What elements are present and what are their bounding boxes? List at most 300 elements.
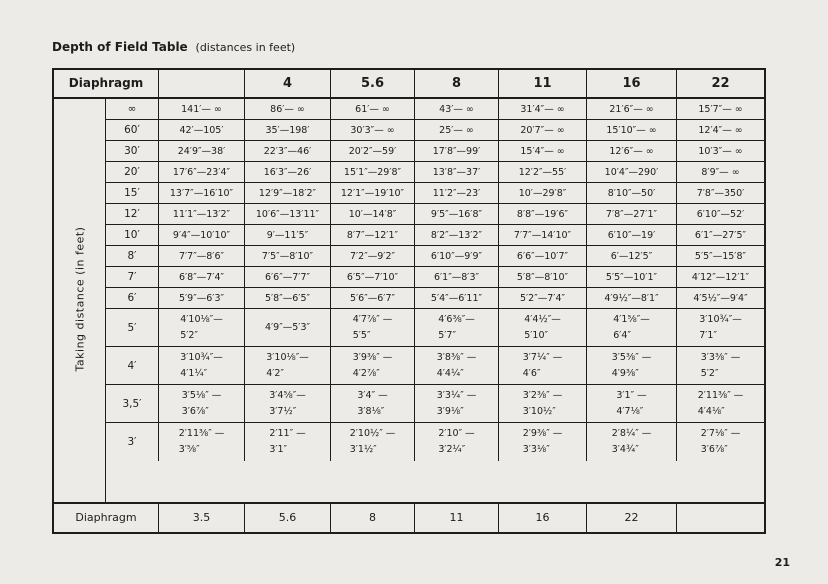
range-cell bbox=[676, 225, 764, 245]
distance-cell: ∞ bbox=[127, 103, 137, 115]
range-far: 4′2″ bbox=[266, 367, 285, 379]
range-cell bbox=[676, 204, 764, 224]
range-text: 20′2″—59′ bbox=[348, 145, 397, 157]
range-cell-lines bbox=[437, 350, 477, 382]
range-cell bbox=[330, 99, 414, 119]
range-text: 24′9″—38′ bbox=[177, 145, 226, 157]
range-text: 15′1″—29′8″ bbox=[343, 166, 402, 178]
table-row bbox=[106, 183, 764, 204]
range-near: 3′10¾″— bbox=[699, 313, 742, 325]
range-text: 15′10″— ∞ bbox=[606, 124, 657, 136]
range-near: 3′10¾″— bbox=[180, 351, 223, 363]
range-near: 4′4½″— bbox=[524, 313, 561, 325]
range-cell-lines bbox=[438, 312, 475, 344]
range-text: 5′2″—7′4″ bbox=[519, 292, 566, 304]
range-far: 4′2⅞″ bbox=[352, 367, 380, 379]
range-cell-lines bbox=[523, 426, 563, 458]
range-cell bbox=[158, 141, 244, 161]
range-cell bbox=[414, 162, 498, 182]
range-near: 3′9⅜″ — bbox=[352, 351, 393, 363]
distance-cell: 20′ bbox=[124, 166, 140, 178]
range-near: 4′7⅞″ — bbox=[352, 313, 393, 325]
range-far: 5′7″ bbox=[438, 329, 457, 341]
range-text: 15′7″— ∞ bbox=[698, 103, 743, 115]
range-far: 3′10½″ bbox=[522, 405, 556, 417]
range-cell bbox=[330, 162, 414, 182]
range-cell bbox=[586, 120, 676, 140]
range-far: 3′⅝″ bbox=[178, 444, 200, 455]
range-cell bbox=[244, 120, 330, 140]
table-row bbox=[106, 204, 764, 225]
range-cell bbox=[158, 204, 244, 224]
header-aperture bbox=[158, 70, 244, 97]
range-cell bbox=[244, 141, 330, 161]
range-cell bbox=[676, 246, 764, 266]
range-near: 3′4″ — bbox=[357, 389, 388, 401]
page-title bbox=[52, 40, 295, 54]
range-text: 5′9″—6′3″ bbox=[178, 292, 225, 304]
range-cell bbox=[414, 99, 498, 119]
range-near: 3′3¼″ — bbox=[436, 389, 477, 401]
table-row bbox=[106, 347, 764, 385]
distance-cell: 3′ bbox=[127, 436, 137, 448]
range-cell bbox=[676, 120, 764, 140]
range-near: 3′5⅛″ — bbox=[181, 389, 222, 401]
range-text: 10′—14′8″ bbox=[348, 208, 397, 220]
header-aperture: 4 bbox=[244, 70, 330, 97]
range-cell bbox=[158, 267, 244, 287]
range-cell bbox=[676, 385, 764, 422]
range-text: 6′1″—8′3″ bbox=[433, 271, 480, 283]
table-row bbox=[106, 309, 764, 347]
range-cell bbox=[676, 309, 764, 346]
range-far: 3′8⅛″ bbox=[357, 405, 385, 417]
range-near: 2′10½″ — bbox=[349, 428, 396, 439]
range-text: 10′6″—13′11″ bbox=[255, 208, 320, 220]
table-footer-row bbox=[54, 502, 764, 532]
range-text: 8′8″—19′6″ bbox=[516, 208, 569, 220]
range-cell bbox=[244, 183, 330, 203]
range-far: 3′4¾″ bbox=[611, 444, 639, 455]
range-cell bbox=[498, 267, 586, 287]
range-cell-lines bbox=[701, 426, 741, 458]
range-cell bbox=[498, 423, 586, 461]
table-header-row bbox=[54, 70, 764, 99]
range-cell bbox=[498, 309, 586, 346]
range-cell bbox=[498, 120, 586, 140]
range-text: 11′1″—13′2″ bbox=[172, 208, 231, 220]
range-cell-lines bbox=[179, 426, 225, 458]
distance-cell: 5′ bbox=[127, 321, 137, 334]
range-cell-lines bbox=[180, 350, 223, 382]
range-cell-lines bbox=[266, 350, 309, 382]
range-cell bbox=[586, 141, 676, 161]
range-far: 3′1″ bbox=[269, 444, 288, 455]
range-cell bbox=[676, 141, 764, 161]
footer-value: 22 bbox=[586, 504, 676, 532]
distance-cell: 3,5′ bbox=[122, 397, 142, 410]
footer-label: Diaphragm bbox=[75, 511, 137, 524]
range-cell bbox=[414, 141, 498, 161]
range-text: 5′6″—6′7″ bbox=[349, 292, 396, 304]
range-cell bbox=[498, 183, 586, 203]
distance-cell: 15′ bbox=[124, 187, 140, 199]
range-cell bbox=[330, 225, 414, 245]
range-text: 7′8″—350′ bbox=[696, 187, 745, 199]
range-text: 10′—29′8″ bbox=[518, 187, 567, 199]
range-cell-lines bbox=[182, 388, 222, 420]
range-text: 5′8″—8′10″ bbox=[516, 271, 569, 283]
range-cell-lines bbox=[269, 426, 305, 458]
range-cell bbox=[586, 99, 676, 119]
table-row bbox=[106, 423, 764, 461]
range-text: 15′4″— ∞ bbox=[520, 145, 565, 157]
range-text: 6′—12′5″ bbox=[610, 250, 653, 262]
table-row bbox=[106, 288, 764, 309]
range-cell-lines bbox=[350, 426, 396, 458]
range-text: 13′7″—16′10″ bbox=[169, 187, 234, 199]
range-far: 4′7⅛″ bbox=[616, 405, 644, 417]
range-cell bbox=[158, 385, 244, 422]
range-near: 2′10″ — bbox=[438, 428, 475, 439]
range-cell bbox=[158, 423, 244, 461]
range-cell bbox=[158, 225, 244, 245]
range-cell bbox=[330, 267, 414, 287]
range-cell bbox=[330, 183, 414, 203]
range-text: 6′5″—7′10″ bbox=[346, 271, 399, 283]
header-aperture: 8 bbox=[414, 70, 498, 97]
distance-cell: 12′ bbox=[124, 208, 140, 220]
range-text: 6′6″—7′7″ bbox=[264, 271, 311, 283]
range-text: 141′— ∞ bbox=[181, 103, 222, 115]
range-text: 8′10″—50′ bbox=[607, 187, 656, 199]
range-text: 4′9½″—8′1″ bbox=[604, 292, 659, 304]
footer-value: 3.5 bbox=[158, 504, 244, 532]
range-text: 17′8″—99′ bbox=[432, 145, 481, 157]
range-cell bbox=[158, 99, 244, 119]
range-text: 6′10″—19′ bbox=[607, 229, 656, 241]
range-cell bbox=[414, 120, 498, 140]
range-cell bbox=[330, 347, 414, 384]
range-cell bbox=[498, 347, 586, 384]
range-cell bbox=[330, 423, 414, 461]
table-row bbox=[106, 99, 764, 120]
range-near: 2′11⅜″ — bbox=[178, 428, 225, 439]
range-cell-lines bbox=[523, 350, 563, 382]
range-cell bbox=[414, 347, 498, 384]
range-cell bbox=[244, 162, 330, 182]
range-cell bbox=[244, 347, 330, 384]
depth-of-field-table bbox=[52, 68, 766, 534]
range-cell bbox=[676, 423, 764, 461]
range-cell bbox=[586, 267, 676, 287]
range-cell-lines bbox=[524, 312, 561, 344]
range-cell-lines bbox=[698, 388, 744, 420]
range-cell bbox=[676, 183, 764, 203]
range-cell bbox=[498, 141, 586, 161]
range-text: 8′7″—12′1″ bbox=[346, 229, 399, 241]
range-text: 12′6″— ∞ bbox=[609, 145, 654, 157]
range-cell-lines bbox=[612, 426, 652, 458]
range-cell bbox=[586, 288, 676, 308]
range-cell bbox=[414, 204, 498, 224]
range-cell bbox=[676, 267, 764, 287]
range-cell bbox=[330, 141, 414, 161]
range-text: 21′6″— ∞ bbox=[609, 103, 654, 115]
header-label: Diaphragm bbox=[68, 76, 144, 90]
range-cell bbox=[330, 385, 414, 422]
range-text: 7′8″—27′1″ bbox=[605, 208, 658, 220]
range-text: 5′5″—15′8″ bbox=[694, 250, 747, 262]
distance-cell: 10′ bbox=[124, 229, 140, 241]
range-far: 3′3⅛″ bbox=[522, 444, 550, 455]
range-cell bbox=[414, 246, 498, 266]
distance-cell: 6′ bbox=[127, 292, 137, 304]
range-cell bbox=[498, 225, 586, 245]
range-cell-lines bbox=[180, 312, 223, 344]
range-cell bbox=[498, 385, 586, 422]
range-cell bbox=[498, 288, 586, 308]
range-text: 25′— ∞ bbox=[439, 124, 474, 136]
range-text: 6′8″—7′4″ bbox=[178, 271, 225, 283]
range-text: 12′1″—19′10″ bbox=[340, 187, 405, 199]
range-text: 11′2″—23′ bbox=[432, 187, 481, 199]
range-far: 5′2″ bbox=[700, 367, 719, 379]
range-cell bbox=[158, 309, 244, 346]
range-far: 6′4″ bbox=[613, 329, 632, 341]
range-text: 30′3″— ∞ bbox=[350, 124, 395, 136]
range-near: 2′7⅛″ — bbox=[700, 428, 741, 439]
range-cell-lines bbox=[438, 426, 474, 458]
range-cell bbox=[244, 267, 330, 287]
range-near: 4′6⅜″— bbox=[438, 313, 475, 325]
footer-value: 11 bbox=[414, 504, 498, 532]
range-cell-lines bbox=[612, 350, 652, 382]
range-cell-lines bbox=[616, 388, 646, 420]
table-row bbox=[106, 141, 764, 162]
side-axis-label: Taking distance (in feet) bbox=[73, 226, 87, 372]
side-axis bbox=[54, 99, 106, 502]
range-near: 2′8¼″ — bbox=[611, 428, 652, 439]
range-near: 3′2⅜″ — bbox=[522, 389, 563, 401]
range-text: 20′7″— ∞ bbox=[520, 124, 565, 136]
range-text: 7′5″—8′10″ bbox=[261, 250, 314, 262]
range-cell bbox=[586, 162, 676, 182]
range-text: 6′6″—10′7″ bbox=[516, 250, 569, 262]
footer-value: 5.6 bbox=[244, 504, 330, 532]
range-cell bbox=[586, 385, 676, 422]
range-cell bbox=[330, 288, 414, 308]
range-cell bbox=[586, 183, 676, 203]
range-cell-lines bbox=[701, 350, 741, 382]
range-cell bbox=[244, 225, 330, 245]
range-far: 4′4⅛″ bbox=[697, 405, 725, 417]
range-near: 2′11″ — bbox=[269, 428, 306, 439]
range-near: 2′9⅜″ — bbox=[522, 428, 563, 439]
range-cell bbox=[414, 225, 498, 245]
range-cell bbox=[414, 385, 498, 422]
range-cell bbox=[244, 99, 330, 119]
range-cell bbox=[414, 288, 498, 308]
range-cell bbox=[414, 183, 498, 203]
range-cell bbox=[158, 288, 244, 308]
range-far: 4′4¼″ bbox=[436, 367, 464, 379]
range-text: 31′4″— ∞ bbox=[520, 103, 565, 115]
range-text: 13′8″—37′ bbox=[432, 166, 481, 178]
range-text: 5′5″—10′1″ bbox=[605, 271, 658, 283]
range-cell bbox=[414, 423, 498, 461]
footer-value bbox=[676, 504, 764, 532]
range-text: 35′—198′ bbox=[265, 124, 310, 136]
range-far: 5′10″ bbox=[524, 329, 549, 341]
table-title-note: (distances in feet) bbox=[195, 41, 296, 54]
range-text: 9′—11′5″ bbox=[266, 229, 309, 241]
range-cell bbox=[158, 347, 244, 384]
header-aperture: 5.6 bbox=[330, 70, 414, 97]
range-cell bbox=[676, 162, 764, 182]
table-row bbox=[106, 225, 764, 246]
range-far: 5′5″ bbox=[352, 329, 371, 341]
range-text: 4′9″—5′3″ bbox=[264, 322, 311, 333]
table-row bbox=[106, 385, 764, 423]
range-cell bbox=[158, 246, 244, 266]
range-far: 4′6″ bbox=[522, 367, 541, 379]
range-cell bbox=[330, 204, 414, 224]
range-near: 3′8⅜″ — bbox=[436, 351, 477, 363]
range-cell-lines bbox=[357, 388, 387, 420]
range-near: 4′10⅛″— bbox=[180, 313, 223, 325]
range-near: 3′1″ — bbox=[616, 389, 647, 401]
range-near: 4′1⅝″— bbox=[613, 313, 650, 325]
range-text: 4′12″—12′1″ bbox=[691, 271, 750, 283]
range-cell bbox=[498, 246, 586, 266]
distance-cell: 30′ bbox=[124, 145, 140, 157]
range-cell bbox=[498, 204, 586, 224]
range-near: 2′11⅜″ — bbox=[697, 389, 744, 401]
range-far: 3′2¼″ bbox=[438, 444, 466, 455]
range-far: 7′1″ bbox=[699, 329, 718, 341]
range-cell-lines bbox=[269, 388, 306, 420]
range-cell bbox=[158, 162, 244, 182]
distance-cell: 60′ bbox=[124, 124, 140, 136]
range-text: 8′9″— ∞ bbox=[701, 166, 740, 178]
range-cell bbox=[330, 309, 414, 346]
range-cell bbox=[586, 423, 676, 461]
range-cell bbox=[244, 246, 330, 266]
range-near: 3′10⅛″— bbox=[266, 351, 309, 363]
range-text: 10′4″—290′ bbox=[604, 166, 659, 178]
range-far: 4′9⅜″ bbox=[611, 367, 639, 379]
range-cell-lines bbox=[523, 388, 563, 420]
table-row bbox=[106, 267, 764, 288]
range-text: 5′8″—6′5″ bbox=[264, 292, 311, 304]
range-cell bbox=[676, 99, 764, 119]
range-cell bbox=[244, 423, 330, 461]
range-near: 3′7¼″ — bbox=[522, 351, 563, 363]
range-text: 9′4″—10′10″ bbox=[172, 229, 231, 241]
range-far: 3′6⅞″ bbox=[181, 405, 209, 417]
range-text: 86′— ∞ bbox=[270, 103, 305, 115]
footer-value: 8 bbox=[330, 504, 414, 532]
range-text: 43′— ∞ bbox=[439, 103, 474, 115]
header-aperture: 11 bbox=[498, 70, 586, 97]
table-row bbox=[106, 120, 764, 141]
range-cell bbox=[244, 204, 330, 224]
range-cell bbox=[676, 347, 764, 384]
range-text: 10′3″— ∞ bbox=[698, 145, 743, 157]
table-title: Depth of Field Table bbox=[52, 40, 188, 54]
range-cell bbox=[586, 204, 676, 224]
range-text: 4′5½″—9′4″ bbox=[693, 292, 748, 304]
range-far: 3′6⅞″ bbox=[700, 444, 728, 455]
range-text: 12′4″— ∞ bbox=[698, 124, 743, 136]
table-row bbox=[106, 246, 764, 267]
range-text: 17′6″—23′4″ bbox=[172, 166, 231, 178]
range-cell bbox=[586, 246, 676, 266]
range-cell-lines bbox=[699, 312, 742, 344]
range-text: 6′10″—9′9″ bbox=[430, 250, 483, 262]
footer-value: 16 bbox=[498, 504, 586, 532]
distance-cell: 8′ bbox=[127, 250, 137, 262]
range-text: 12′2″—55′ bbox=[518, 166, 567, 178]
range-cell bbox=[244, 309, 330, 346]
range-text: 5′4″—6′11″ bbox=[430, 292, 483, 304]
range-cell-lines bbox=[613, 312, 650, 344]
range-far: 3′9⅛″ bbox=[436, 405, 464, 417]
header-aperture: 22 bbox=[676, 70, 764, 97]
range-far: 3′1½″ bbox=[349, 444, 377, 455]
range-text: 42′—105′ bbox=[179, 124, 224, 136]
range-near: 3′4⅝″— bbox=[269, 389, 306, 401]
range-text: 7′7″—14′10″ bbox=[513, 229, 572, 241]
range-cell-lines bbox=[353, 312, 393, 344]
range-cell bbox=[498, 162, 586, 182]
distance-cell: 4′ bbox=[127, 359, 137, 372]
range-text: 7′2″—9′2″ bbox=[349, 250, 396, 262]
range-text: 22′3″—46′ bbox=[263, 145, 312, 157]
range-near: 3′5⅜″ — bbox=[611, 351, 652, 363]
range-cell bbox=[414, 309, 498, 346]
page-number: 21 bbox=[774, 556, 790, 569]
range-near: 3′3⅜″ — bbox=[700, 351, 741, 363]
range-far: 5′2″ bbox=[180, 329, 199, 341]
range-cell bbox=[158, 183, 244, 203]
range-text: 61′— ∞ bbox=[355, 103, 390, 115]
range-cell-lines bbox=[437, 388, 477, 420]
range-cell bbox=[158, 120, 244, 140]
range-text: 7′7″—8′6″ bbox=[178, 250, 225, 262]
header-aperture: 16 bbox=[586, 70, 676, 97]
range-text: 16′3″—26′ bbox=[263, 166, 312, 178]
table-row bbox=[106, 162, 764, 183]
range-cell bbox=[498, 99, 586, 119]
range-far: 3′7½″ bbox=[269, 405, 297, 417]
range-text: 6′10″—52′ bbox=[696, 208, 745, 220]
range-cell bbox=[330, 246, 414, 266]
range-text: 12′9″—18′2″ bbox=[258, 187, 317, 199]
range-far: 4′1¼″ bbox=[180, 367, 208, 379]
range-cell-lines bbox=[353, 350, 393, 382]
distance-cell: 7′ bbox=[127, 271, 137, 283]
range-cell bbox=[414, 267, 498, 287]
range-cell bbox=[244, 385, 330, 422]
range-text: 6′1″—27′5″ bbox=[694, 229, 747, 241]
range-cell bbox=[244, 288, 330, 308]
range-cell bbox=[586, 225, 676, 245]
range-text: 8′2″—13′2″ bbox=[430, 229, 483, 241]
range-text: 9′5″—16′8″ bbox=[430, 208, 483, 220]
range-cell bbox=[676, 288, 764, 308]
